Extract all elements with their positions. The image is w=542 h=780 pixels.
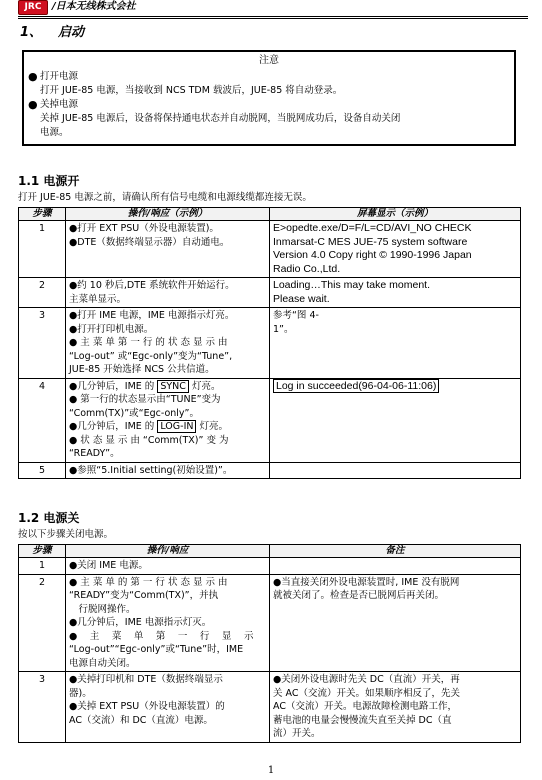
section-number: 1、 — [20, 25, 43, 40]
caution-item-power-off: ● 关掉电源 — [28, 97, 79, 111]
header-rule — [18, 16, 528, 17]
table-row: 5 ●参照“5.Initial setting(初始设置)”。 — [19, 462, 521, 479]
subsection-1-2-title: 1.2 电源关 — [18, 511, 80, 525]
subsection-1-1-intro: 打开 JUE-85 电源之前，请确认所有信号电缆和电源线缆都连接无误。 — [18, 192, 312, 203]
power-off-table — [18, 544, 521, 743]
table-row: 4 ●几分钟后，IME 的 SYNC 灯亮。 ● 第一行的状态显示由“TUNE”变为 “Comm(TX)”或“Egc-only”。 ●几分钟后，IME 的 LOG-IN 灯亮。 ● 状 态 显 示 由 “Comm(TX)” 变 为 “READY”。 Log in succeeded(96-04-06-11:06) — [19, 378, 521, 462]
login-message: Log in succeeded(96-04-06-11:06) — [273, 379, 439, 393]
section-heading — [20, 24, 84, 42]
table-row: 3 ●打开 IME 电源，IME 电源指示灯亮。 ●打开打印机电源。 ● 主 菜 单 第 一 行 的 状 态 显 示 由 “Log-out” 或“Egc-only”变为“Tune”, JUE-85 开始选择 NCS 公共信道。 参考“图 4- 1”。 — [19, 308, 521, 379]
company-name: /日本无线株式会社 — [52, 1, 136, 12]
header-rule-2 — [18, 18, 528, 19]
bullet-icon: ● — [28, 69, 38, 83]
table-row: 2 ● 主 菜 单 的 第 一 行 状 态 显 示 由 “READY”变为“Comm(TX)”，并执 行脱网操作。 ●几分钟后，IME 电源指示灯灭。 ● 主 菜 单 第 一 行 显 示 “Log-out”“Egc-only”或“Tune”时，IME 电源自动关闭。 ●当直接关闭外设电源装置时, IME 没有脱网 就被关闭了。检查是否已脱网后再关闭。 — [19, 574, 521, 672]
jrc-logo: JRC — [18, 0, 48, 15]
table-row: 1 ●打开 EXT PSU（外设电源装置)。 ●DTE（数据终端显示器）自动通电。 E>opedte.exe/D=F/L=CD/AVI_NO CHECK Inmarsat-C MES JUE-75 system software Version 4.0 Copy right © 1990-1996 Japan Radio Co.,Ltd. — [19, 221, 521, 278]
table-row: 3 ●关掉打印机和 DTE（数据终端显示 器)。 ●关掉 EXT PSU（外设电源装置）的 AC（交流）和 DC（直流）电源。 ●关闭外设电源时先关 DC（直流）开关，再 关 AC（交流）开关。如果顺序相反了，先关 AC（交流）开关。电源故障检测电路工作， 蓄电池的电量会慢慢流失直至关掉 DC（直 流）开关。 — [19, 672, 521, 743]
caution-text-power-off-2: 电源。 — [40, 126, 69, 138]
subsection-1-2-intro: 按以下步骤关闭电源。 — [18, 529, 114, 540]
table-header-row: 步骤 操作/响应 备注 — [19, 545, 521, 558]
bullet-icon: ● — [28, 97, 38, 111]
table-row: 1 ●关闭 IME 电源。 — [19, 558, 521, 575]
page-number: 1 — [267, 765, 275, 776]
page-header — [18, 0, 528, 18]
sync-lamp-label: SYNC — [157, 380, 189, 393]
section-title: 启动 — [58, 25, 85, 40]
subsection-1-1-title: 1.1 电源开 — [18, 174, 80, 188]
login-lamp-label: LOG-IN — [157, 420, 196, 433]
caution-text-power-off: 关掉 JUE-85 电源后，设备将保持通电状态并自动脱网，当脱网成功后，设备自动关闭 — [40, 112, 401, 124]
caution-box — [22, 50, 516, 146]
table-row: 2 ●约 10 秒后,DTE 系统软件开始运行。 主菜单显示。 Loading…This may take moment. Please wait. — [19, 278, 521, 308]
caution-title: 注意 — [259, 55, 279, 66]
table-header-row: 步骤 操作/响应（示例） 屏幕显示（示例） — [19, 208, 521, 221]
caution-text-power-on: 打开 JUE-85 电源，当接收到 NCS TDM 载波后，JUE-85 将自动登录。 — [40, 84, 343, 96]
caution-item-power-on: ● 打开电源 — [28, 69, 79, 83]
power-on-table — [18, 207, 521, 479]
